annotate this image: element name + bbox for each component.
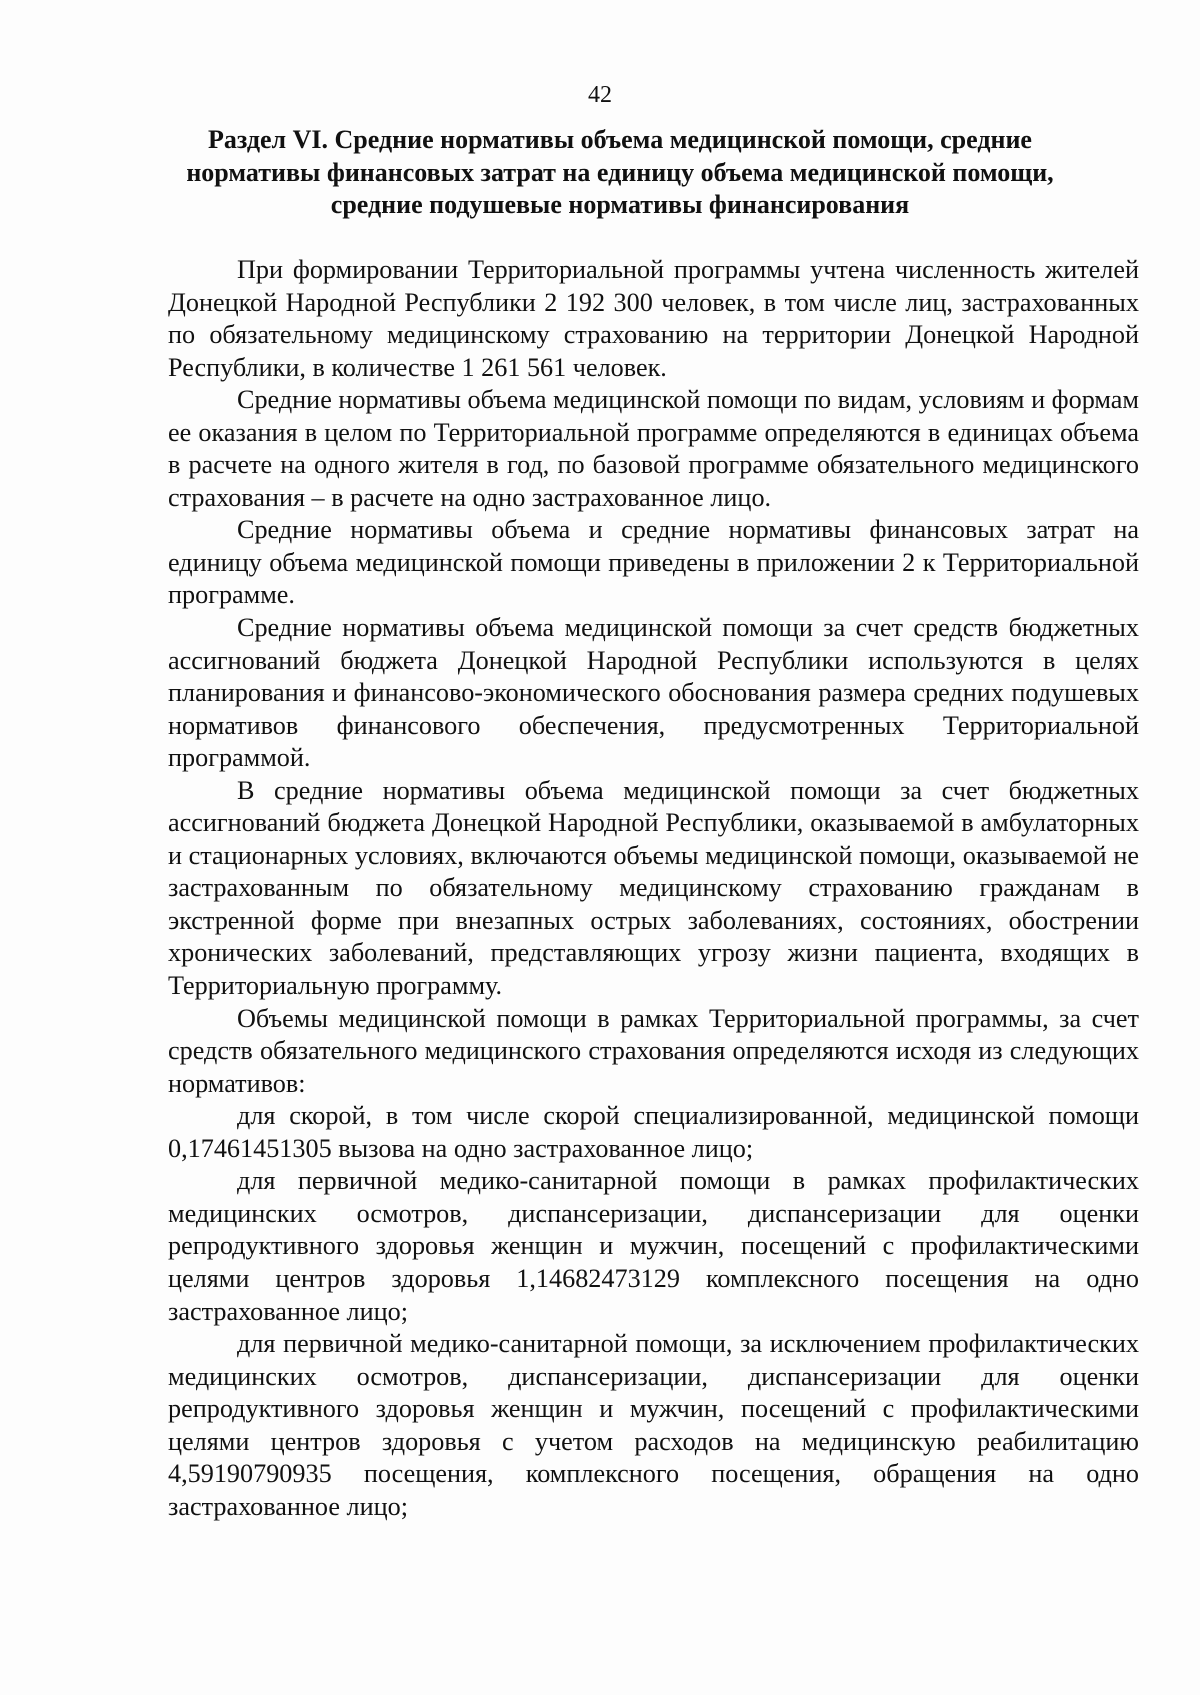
paragraph: Средние нормативы объема медицинской помощи за счет средств бюджетных ассигнований бюджета Донецкой Народной Республики используются в целях планирования и финансово-экономического обоснования размера средних подушевых нормативов финансового обеспечения, предусмотренных Территориальной программой. (168, 613, 1139, 773)
page-number: 42 (588, 82, 612, 108)
section-title: Раздел VI. Средние нормативы объема медицинской помощи, средние нормативы финансовых затрат на единицу объема медицинской помощи, средние подушевые нормативы финансирования (186, 125, 1054, 219)
paragraph: для первичной медико-санитарной помощи, за исключением профилактических медицинских осмотров, диспансеризации, диспансеризации для оценки репродуктивного здоровья женщин и мужчин, посещений с профилактическими целями центров здоровья с учетом расходов на медицинскую реабилитацию 4,59190790935 посещения, комплексного посещения, обращения на одно застрахованное лицо; (168, 1329, 1139, 1521)
paragraph: для скорой, в том числе скорой специализированной, медицинской помощи 0,17461451305 вызова на одно застрахованное лицо; (168, 1101, 1139, 1163)
paragraph: Средние нормативы объема медицинской помощи по видам, условиям и формам ее оказания в целом по Территориальной программе определяются в единицах объема в расчете на одного жителя в год, по базовой программе обязательного медицинского страхования – в расчете на одно застрахованное лицо. (168, 385, 1139, 512)
paragraph: Средние нормативы объема и средние нормативы финансовых затрат на единицу объема медицинской помощи приведены в приложении 2 к Территориальной программе. (168, 515, 1139, 610)
paragraph: При формировании Территориальной программы учтена численность жителей Донецкой Народной Республики 2 192 300 человек, в том числе лиц, застрахованных по обязательному медицинскому страхованию на территории Донецкой Народной Республики, в количестве 1 261 561 человек. (168, 255, 1139, 382)
paragraph: Объемы медицинской помощи в рамках Территориальной программы, за счет средств обязательного медицинского страхования определяются исходя из следующих нормативов: (168, 1003, 1139, 1098)
paragraph: В средние нормативы объема медицинской помощи за счет бюджетных ассигнований бюджета Донецкой Народной Республики, оказываемой в амбулаторных и стационарных условиях, включаются объемы медицинской помощи, оказываемой не застрахованным по обязательному медицинскому страхованию гражданам в экстренной форме при внезапных острых заболеваниях, состояниях, обострении хронических заболеваний, представляющих угрозу жизни пациента, входящих в Территориальную программу. (168, 775, 1139, 1001)
body-text (168, 254, 1139, 1523)
paragraph: для первичной медико-санитарной помощи в рамках профилактических медицинских осмотров, диспансеризации, диспансеризации для оценки репродуктивного здоровья женщин и мужчин, посещений с профилактическими целями центров здоровья 1,14682473129 комплексного посещения на одно застрахованное лицо; (168, 1166, 1139, 1326)
